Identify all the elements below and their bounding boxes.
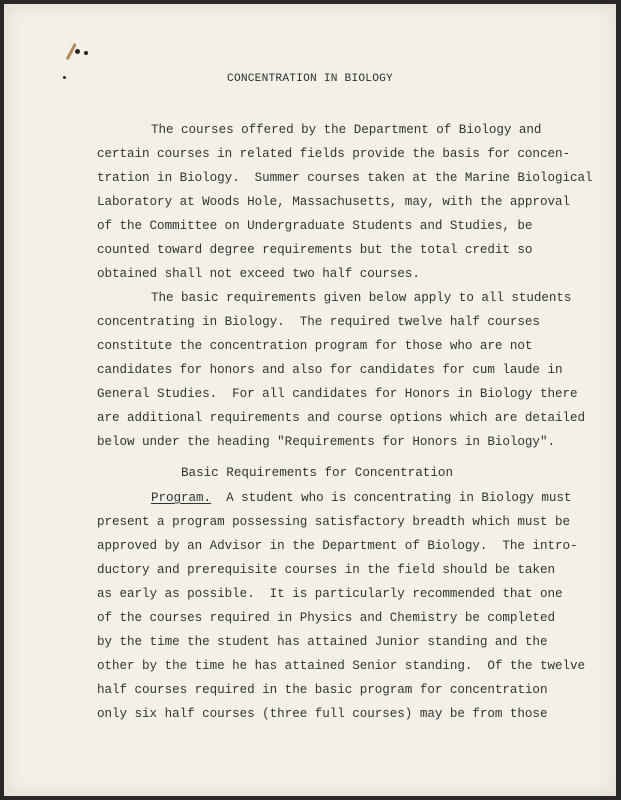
document-page xyxy=(4,4,616,796)
paragraph1-line: The courses offered by the Department of Biology and xyxy=(151,123,542,137)
paragraph1-line: certain courses in related fields provide the basis for concen- xyxy=(97,147,570,161)
paragraph2-line: concentrating in Biology. The required twelve half courses xyxy=(97,315,540,329)
paragraph3-line: of the courses required in Physics and Chemistry be completed xyxy=(97,611,555,625)
paragraph1-line: counted toward degree requirements but the total credit so xyxy=(97,243,533,257)
paragraph3-line: as early as possible. It is particularly recommended that one xyxy=(97,587,563,601)
paragraph3-line: half courses required in the basic program for concentration xyxy=(97,683,548,697)
program-lead-in: Program. xyxy=(151,491,212,505)
ink-mark-icon xyxy=(84,51,88,55)
paragraph1-line: tration in Biology. Summer courses taken at the Marine Biological xyxy=(97,171,593,185)
section-heading: Basic Requirements for Concentration xyxy=(180,466,454,480)
paragraph1-line: obtained shall not exceed two half courses. xyxy=(97,267,420,281)
paragraph3-first-line xyxy=(151,490,571,506)
paragraph3-line: other by the time he has attained Senior standing. Of the twelve xyxy=(97,659,585,673)
paragraph3-line: ductory and prerequisite courses in the field should be taken xyxy=(97,563,555,577)
paragraph2-line: General Studies. For all candidates for Honors in Biology there xyxy=(97,387,578,401)
paragraph3-line: approved by an Advisor in the Department of Biology. The intro- xyxy=(97,539,578,553)
paragraph2-line: below under the heading "Requirements for Honors in Biology". xyxy=(97,435,555,449)
paragraph2-line: constitute the concentration program for those who are not xyxy=(97,339,533,353)
ink-mark-icon xyxy=(75,49,80,54)
paragraph3-line: only six half courses (three full courses) may be from those xyxy=(97,707,548,721)
paragraph3-line: present a program possessing satisfactory breadth which must be xyxy=(97,515,570,529)
paragraph1-line: Laboratory at Woods Hole, Massachusetts, may, with the approval xyxy=(97,195,570,209)
paragraph3-line: by the time the student has attained Junior standing and the xyxy=(97,635,548,649)
paragraph2-line: are additional requirements and course options which are detailed xyxy=(97,411,585,425)
document-title: CONCENTRATION IN BIOLOGY xyxy=(227,73,393,85)
paragraph2-line: The basic requirements given below apply to all students xyxy=(151,291,572,305)
paragraph2-line: candidates for honors and also for candidates for cum laude in xyxy=(97,363,563,377)
paragraph1-line: of the Committee on Undergraduate Students and Studies, be xyxy=(97,219,533,233)
paragraph3-first-line-rest: A student who is concentrating in Biology must xyxy=(211,491,572,505)
